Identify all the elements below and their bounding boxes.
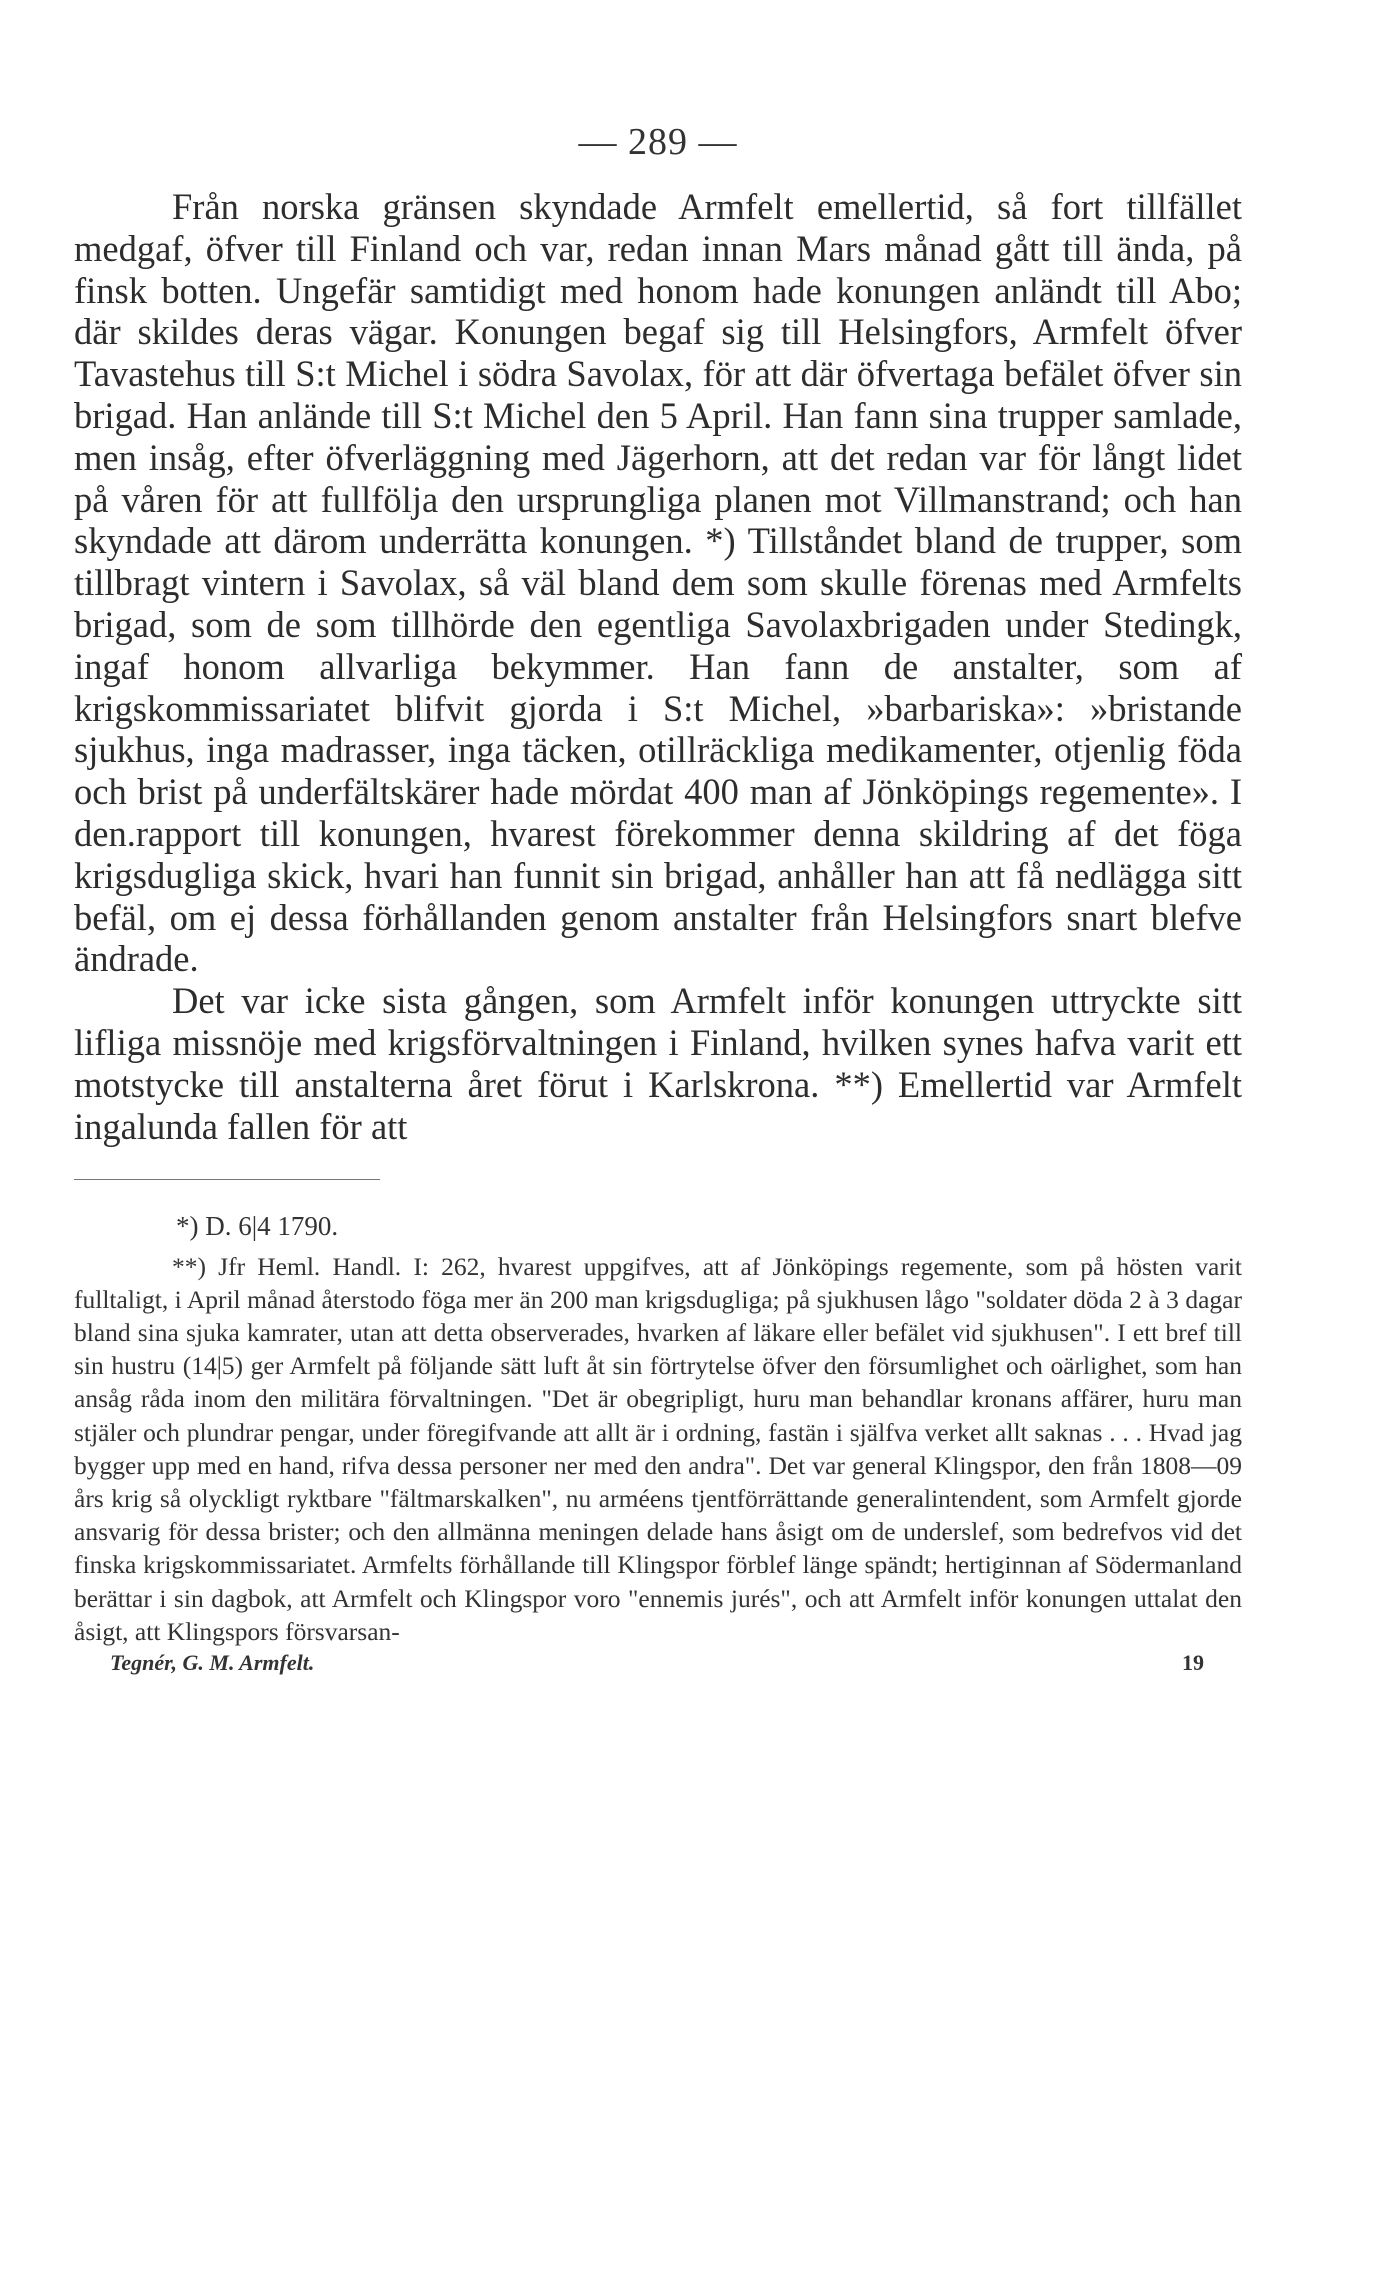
sheet-number: 19 [1182,1649,1204,1675]
page [74,118,1242,1676]
page-number: — 289 — [578,121,738,163]
footnotes [74,1210,1242,1648]
footnote-divider [74,1179,380,1180]
footnote-1: *) D. 6|4 1790. [176,1211,339,1242]
main-text [74,186,1242,1147]
paragraph-1: Från norska gränsen skyndade Armfelt emellertid, så fort tillfället medgaf, öfver till Finland och var, redan innan Mars månad gått till ända, på finsk botten. Ungefär samtidigt med honom hade konungen anländt till Abo; där skildes deras vägar. Konungen begaf sig till Helsingfors, Armfelt öfver Tavastehus till S:t Michel i södra Savolax, för att där öfvertaga befälet öfver sin brigad. Han anlände till S:t Michel den 5 April. Han fann sina trupper samlade, men insåg, efter öfverläggning med Jägerhorn, att det redan var för långt lidet på våren för att fullfölja den ursprungliga planen mot Villmanstrand; och han skyndade att därom underrätta konungen. *) Tillståndet bland de trupper, som tillbragt vintern i Savolax, så väl bland dem som skulle förenas med Armfelts brigad, som de som tillhörde den egentliga Savolaxbrigaden under Stedingk, ingaf honom allvarliga bekymmer. Han fann de anstalter, som af krigskommissariatet blifvit gjorda i S:t Michel, »barbariska»: »bristande sjukhus, inga madrasser, inga täcken, otillräckliga medikamenter, otjenlig föda och brist på underfältskärer hade mördat 400 man af Jönköpings regemente». I den.rapport till konungen, hvarest förekommer denna skildring af det föga krigsdugliga skick, hvari han funnit sin brigad, anhåller han att få nedlägga sitt befäl, om ej dessa förhållanden genom anstalter från Helsingfors snart blefve ändrade. [74,186,1242,980]
paragraph-2: Det var icke sista gången, som Armfelt inför konungen uttryckte sitt lifliga missnöje med krigsförvaltningen i Finland, hvilken synes hafva varit ett motstycke till anstalterna året förut i Karlskrona. **) Emellertid var Armfelt ingalunda fallen för att [74,980,1242,1147]
signature-mark: Tegnér, G. M. Armfelt. [110,1649,315,1675]
page-footer [74,1650,1242,1676]
footnote-2: **) Jfr Heml. Handl. I: 262, hvarest uppgifves, att af Jönköpings regemente, som på hösten varit fulltaligt, i April månad återstodo föga mer än 200 man krigsdugliga; på sjukhusen lågo "soldater döda 2 à 3 dagar bland sina sjuka kamrater, utan att detta observerades, hvarken af läkare eller befälet vid sjukhusen". I ett bref till sin hustru (14|5) ger Armfelt på följande sätt luft åt sin förtrytelse öfver den försumlighet och oärlighet, som han ansåg råda inom den militära förvaltningen. "Det är obegripligt, huru man behandlar kronans affärer, huru man stjäler och plundrar pengar, under föregifvande att allt är i ordning, fastän i själfva verket allt saknas . . . Hvad jag bygger upp med en hand, rifva dessa personer ner med den andra". Det var general Klingspor, den från 1808—09 års krig så olyckligt ryktbare "fältmarskalken", nu arméens tjentförrättande generalintendent, som Armfelt gjorde ansvarig för dessa brister; och den allmänna meningen delade hans åsigt om de underslef, som bedrefvos vid det finska krigskommissariatet. Armfelts förhållande till Klingspor förblef länge spändt; hertiginnan af Södermanland berättar i sin dagbok, att Armfelt och Klingspor voro "ennemis jurés", och att Armfelt inför konungen uttalat den åsigt, att Klingspors försvarsan- [74,1251,1242,1646]
